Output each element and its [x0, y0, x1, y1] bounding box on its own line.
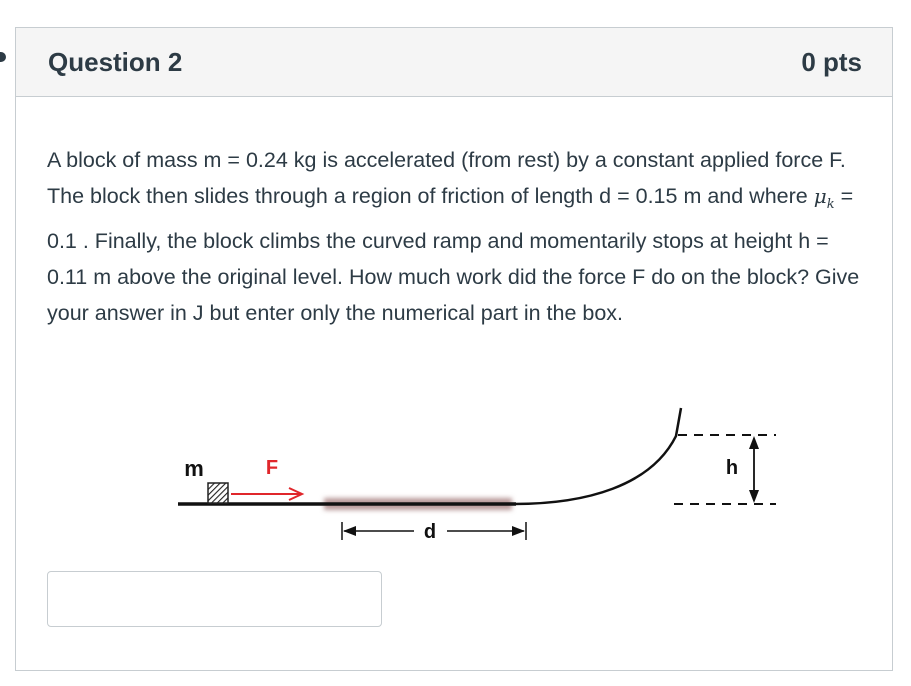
question-text-part2: . Finally, the block climbs the curved ramp and momentarily stops at height h = 0.11 m above the original level. How much work did the force F do on the block? Give your answer in J but enter only the numerical part in the box.: [47, 229, 860, 325]
h-arrow-bottom: [749, 490, 759, 503]
label-h: h: [725, 457, 739, 479]
mu-k-symbol: [813, 184, 835, 212]
block: [208, 483, 228, 503]
question-text-part1: A block of mass m = 0.24 kg is accelerated (from rest) by a constant applied force F. The block then slides through a region of friction of length d = 0.15 m and where: [47, 148, 846, 208]
label-m: m: [184, 456, 204, 481]
physics-diagram: [176, 402, 786, 552]
answer-input[interactable]: [47, 571, 382, 627]
d-arrow-right: [512, 526, 525, 536]
question-text: [47, 142, 862, 331]
h-arrow-top: [749, 436, 759, 449]
label-F: F: [265, 457, 279, 479]
label-d: d: [423, 521, 437, 543]
question-card: [15, 27, 893, 671]
question-points: 0 pts: [801, 46, 862, 77]
question-header: [16, 28, 892, 97]
question-marker: [0, 52, 6, 62]
curved-ramp: [514, 408, 681, 504]
d-arrow-left: [343, 526, 356, 536]
mu-symbol: μ: [813, 184, 827, 208]
mu-value: = 0.1: [47, 184, 854, 253]
mu-subscript: k: [826, 197, 835, 212]
question-title: Question 2: [48, 46, 183, 77]
